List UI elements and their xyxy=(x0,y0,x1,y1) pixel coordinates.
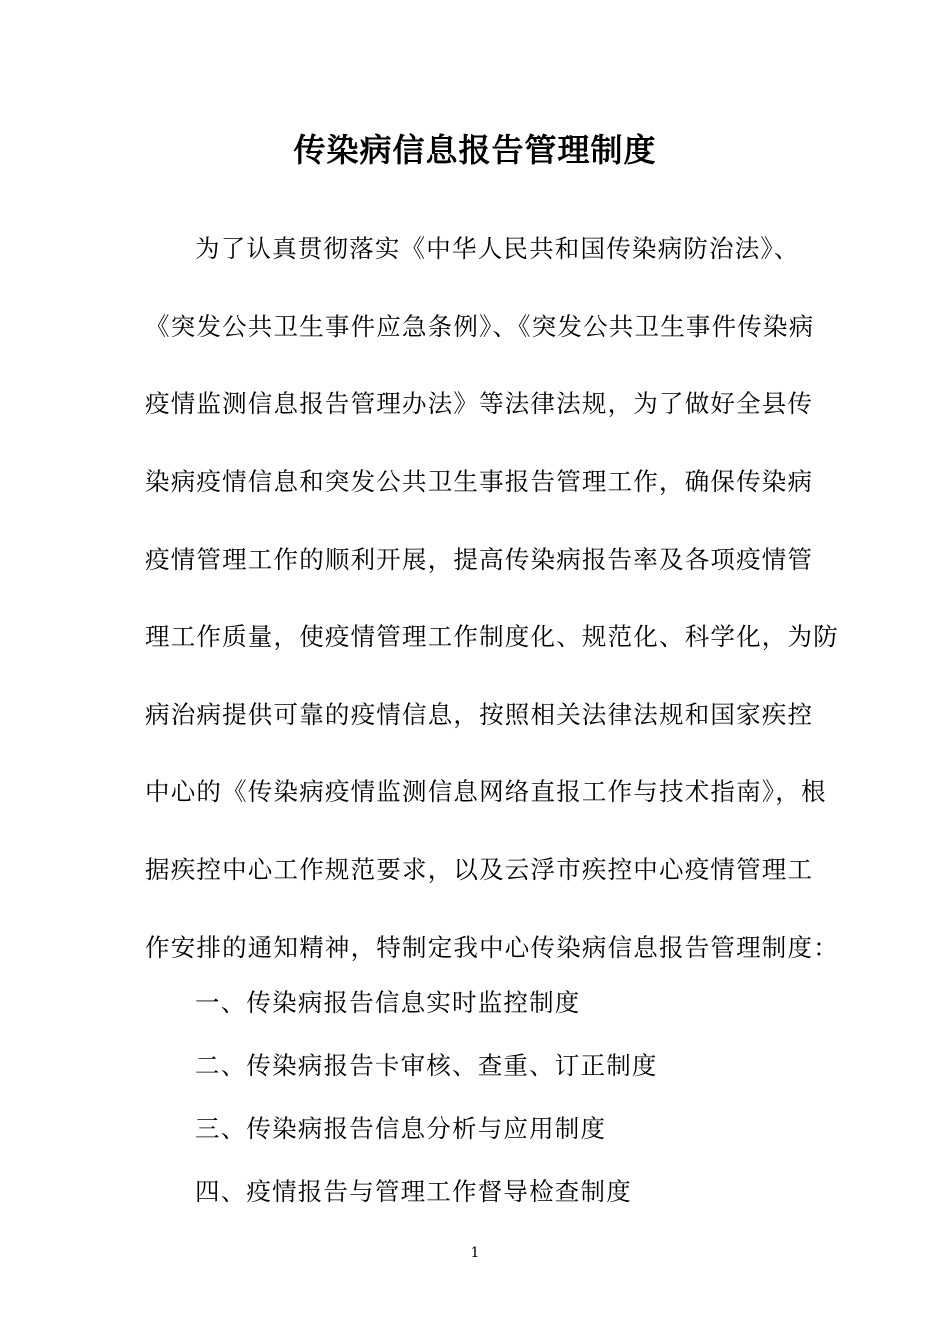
list-item: 二、传染病报告卡审核、查重、订正制度 xyxy=(195,1051,658,1080)
paragraph-line: 据疾控中心工作规范要求，以及云浮市疾控中心疫情管理工 xyxy=(145,855,814,884)
page-number: 1 xyxy=(470,1245,480,1261)
paragraph-line: 作安排的通知精神，特制定我中心传染病信息报告管理制度： xyxy=(145,933,839,962)
paragraph-line: 为了认真贯彻落实《中华人民共和国传染病防治法》、 xyxy=(195,234,800,263)
document-title: 传染病信息报告管理制度 xyxy=(293,131,657,169)
paragraph-line: 病治病提供可靠的疫情信息，按照相关法律法规和国家疾控 xyxy=(145,700,814,729)
paragraph-line: 染病疫情信息和突发公共卫生事报告管理工作，确保传染病 xyxy=(145,467,814,496)
list-item: 三、传染病报告信息分析与应用制度 xyxy=(195,1114,607,1143)
list-item: 一、传染病报告信息实时监控制度 xyxy=(195,988,581,1017)
paragraph-line: 《突发公共卫生事件应急条例》、《突发公共卫生事件传染病 xyxy=(145,312,815,341)
paragraph-line: 疫情监测信息报告管理办法》等法律法规，为了做好全县传 xyxy=(145,389,814,418)
paragraph-line: 中心的《传染病疫情监测信息网络直报工作与技术指南》，根 xyxy=(145,777,827,806)
list-item: 四、疫情报告与管理工作督导检查制度 xyxy=(195,1177,632,1206)
paragraph-line: 理工作质量，使疫情管理工作制度化、规范化、科学化，为防 xyxy=(145,622,839,651)
paragraph-line: 疫情管理工作的顺利开展，提高传染病报告率及各项疫情管 xyxy=(145,545,814,574)
